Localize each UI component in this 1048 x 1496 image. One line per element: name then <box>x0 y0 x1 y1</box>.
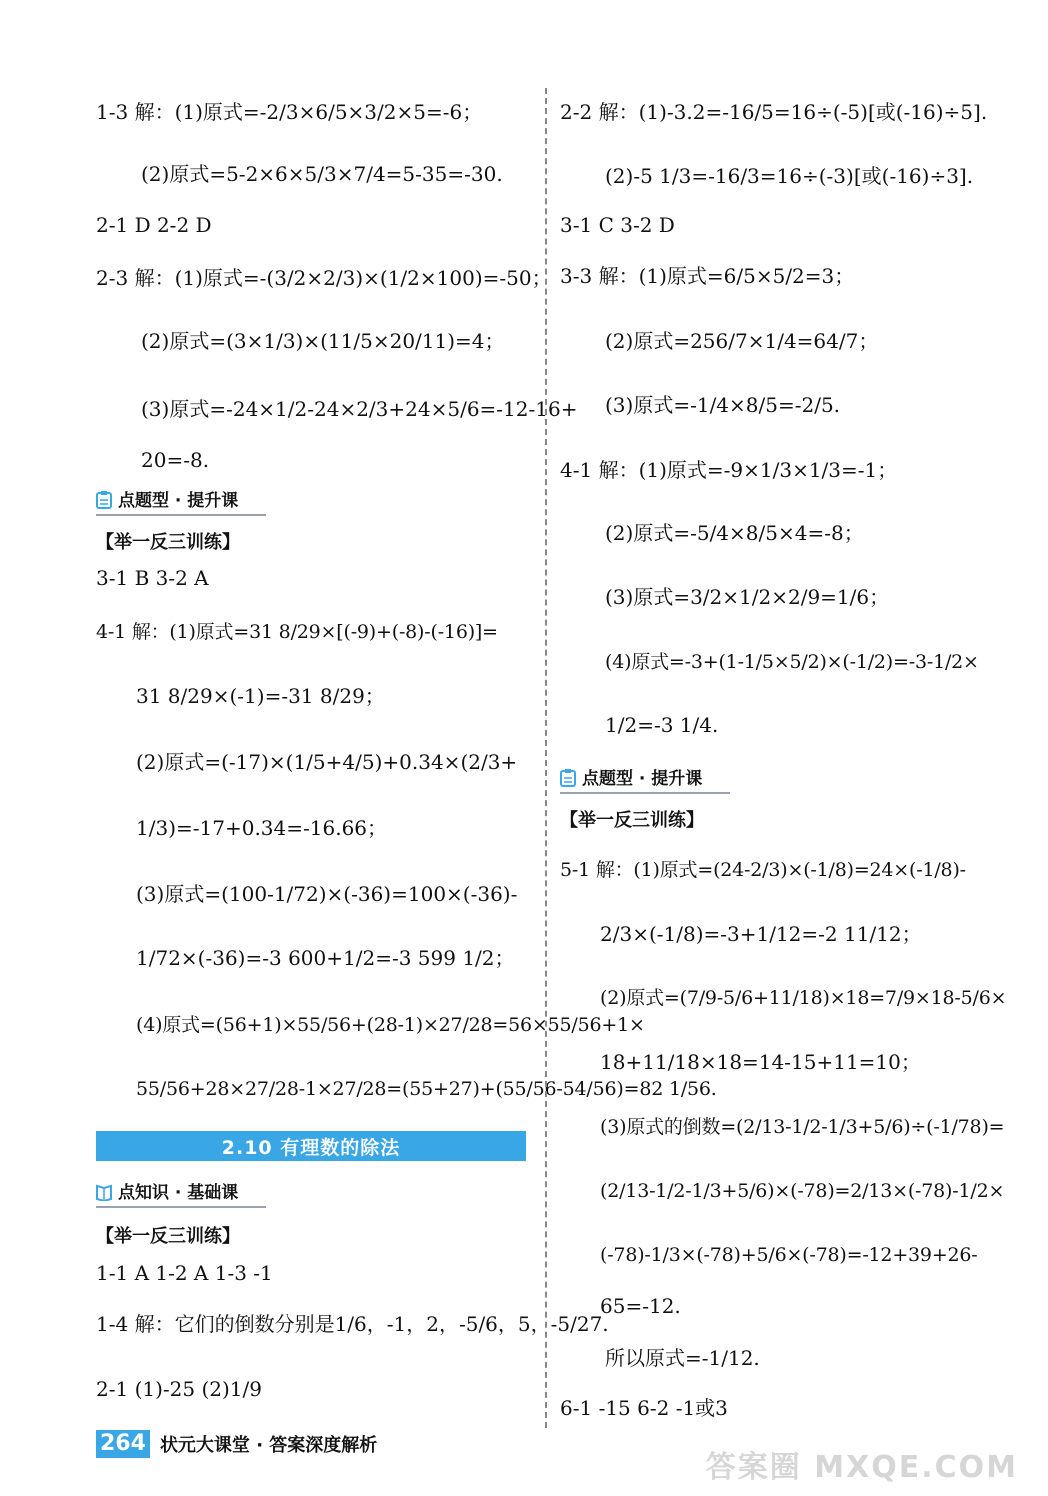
clipboard-icon <box>560 769 576 787</box>
section-heading <box>96 486 266 516</box>
answer-line: 3-1 B 3-2 A <box>96 566 209 590</box>
answer-line: (2)原式=256/7×1/4=64/7； <box>605 329 879 353</box>
section-heading-text: 点题型 · 提升课 <box>582 769 703 789</box>
column-divider <box>545 88 547 1428</box>
page-footer <box>96 1430 377 1458</box>
answer-line: 31 8/29×(-1)=-31 8/29； <box>136 684 385 708</box>
clipboard-icon <box>96 491 112 509</box>
answer-line: 2/3×(-1/8)=-3+1/12=-2 11/12； <box>600 922 922 946</box>
answer-line: 6-1 -15 6-2 -1或3 <box>560 1396 728 1420</box>
answer-line: 18+11/18×18=14-15+11=10； <box>600 1050 921 1074</box>
answer-line: 2-1 D 2-2 D <box>96 213 212 237</box>
answer-line: 4-1 解：(1)原式=-9×1/3×1/3=-1； <box>560 458 898 482</box>
answer-line: 2-2 解：(1)-3.2=-16/5=16÷(-5)[或(-16)÷5]. <box>560 100 988 124</box>
answer-line: 55/56+28×27/28-1×27/28=(55+27)+(55/56-54/56)=82 1/56. <box>136 1078 717 1100</box>
answer-line: (3)原式的倒数=(2/13-1/2-1/3+5/6)÷(-1/78)= <box>600 1116 1005 1138</box>
section-heading-text: 点题型 · 提升课 <box>118 491 239 511</box>
answer-line: 3-1 C 3-2 D <box>560 213 675 237</box>
watermark-logo: 答案圈 MXQE.COM <box>705 1450 1018 1485</box>
answer-line: 2-1 (1)-25 (2)1/9 <box>96 1377 262 1401</box>
chapter-banner: 2.10 有理数的除法 <box>96 1131 526 1161</box>
answer-line: (2)原式=(7/9-5/6+11/18)×18=7/9×18-5/6× <box>600 987 1007 1009</box>
answer-line: 5-1 解：(1)原式=(24-2/3)×(-1/8)=24×(-1/8)- <box>560 859 966 881</box>
answer-line: (3)原式=(100-1/72)×(-36)=100×(-36)- <box>136 882 518 906</box>
answer-line: (3)原式=-1/4×8/5=-2/5. <box>605 393 841 417</box>
answer-line: 2-3 解：(1)原式=-(3/2×2/3)×(1/2×100)=-50； <box>96 266 552 290</box>
answer-line: 4-1 解：(1)原式=31 8/29×[(-9)+(-8)-(-16)]= <box>96 621 498 643</box>
subsection-heading: 【举一反三训练】 <box>96 1226 240 1247</box>
answer-line: (2)-5 1/3=-16/3=16÷(-3)[或(-16)÷3]. <box>605 164 974 188</box>
answer-line: (2)原式=-5/4×8/5×4=-8； <box>605 521 864 545</box>
answer-line: (2)原式=(-17)×(1/5+4/5)+0.34×(2/3+ <box>136 750 518 774</box>
answer-line: 1-4 解：它们的倒数分别是1/6，-1，2，-5/6，5，-5/27. <box>96 1312 609 1336</box>
subsection-heading: 【举一反三训练】 <box>560 810 704 831</box>
answer-line: (-78)-1/3×(-78)+5/6×(-78)=-12+39+26- <box>600 1244 978 1266</box>
answer-line: 1/3)=-17+0.34=-16.66； <box>136 816 388 840</box>
answer-line: 1/2=-3 1/4. <box>605 713 719 737</box>
answer-line: (2/13-1/2-1/3+5/6)×(-78)=2/13×(-78)-1/2× <box>600 1180 1005 1202</box>
section-heading <box>96 1178 266 1208</box>
answer-line: (3)原式=3/2×1/2×2/9=1/6； <box>605 585 890 609</box>
answer-line: (3)原式=-24×1/2-24×2/3+24×5/6=-12-16+ <box>141 397 578 421</box>
answer-line: (4)原式=(56+1)×55/56+(28-1)×27/28=56×55/56+1× <box>136 1014 645 1036</box>
answer-line: 3-3 解：(1)原式=6/5×5/2=3； <box>560 264 855 288</box>
answer-line: (2)原式=5-2×6×5/3×7/4=5-35=-30. <box>141 162 503 186</box>
answer-line: 1/72×(-36)=-3 600+1/2=-3 599 1/2； <box>136 946 515 970</box>
answer-line: 1-3 解：(1)原式=-2/3×6/5×3/2×5=-6； <box>96 100 483 124</box>
answer-line: (4)原式=-3+(1-1/5×5/2)×(-1/2)=-3-1/2× <box>605 651 979 673</box>
footer-title: 状元大课堂 · 答案深度解析 <box>159 1435 378 1456</box>
answer-line: 所以原式=-1/12. <box>605 1346 760 1370</box>
book-icon <box>96 1183 112 1201</box>
answer-line: 1-1 A 1-2 A 1-3 -1 <box>96 1261 273 1285</box>
subsection-heading: 【举一反三训练】 <box>96 532 240 553</box>
section-heading-text: 点知识 · 基础课 <box>118 1183 239 1203</box>
answer-line: 20=-8. <box>141 448 210 472</box>
answer-line: (2)原式=(3×1/3)×(11/5×20/11)=4； <box>141 329 505 353</box>
answer-line: 65=-12. <box>600 1294 681 1318</box>
section-heading <box>560 764 730 794</box>
page-number: 264 <box>96 1430 150 1458</box>
